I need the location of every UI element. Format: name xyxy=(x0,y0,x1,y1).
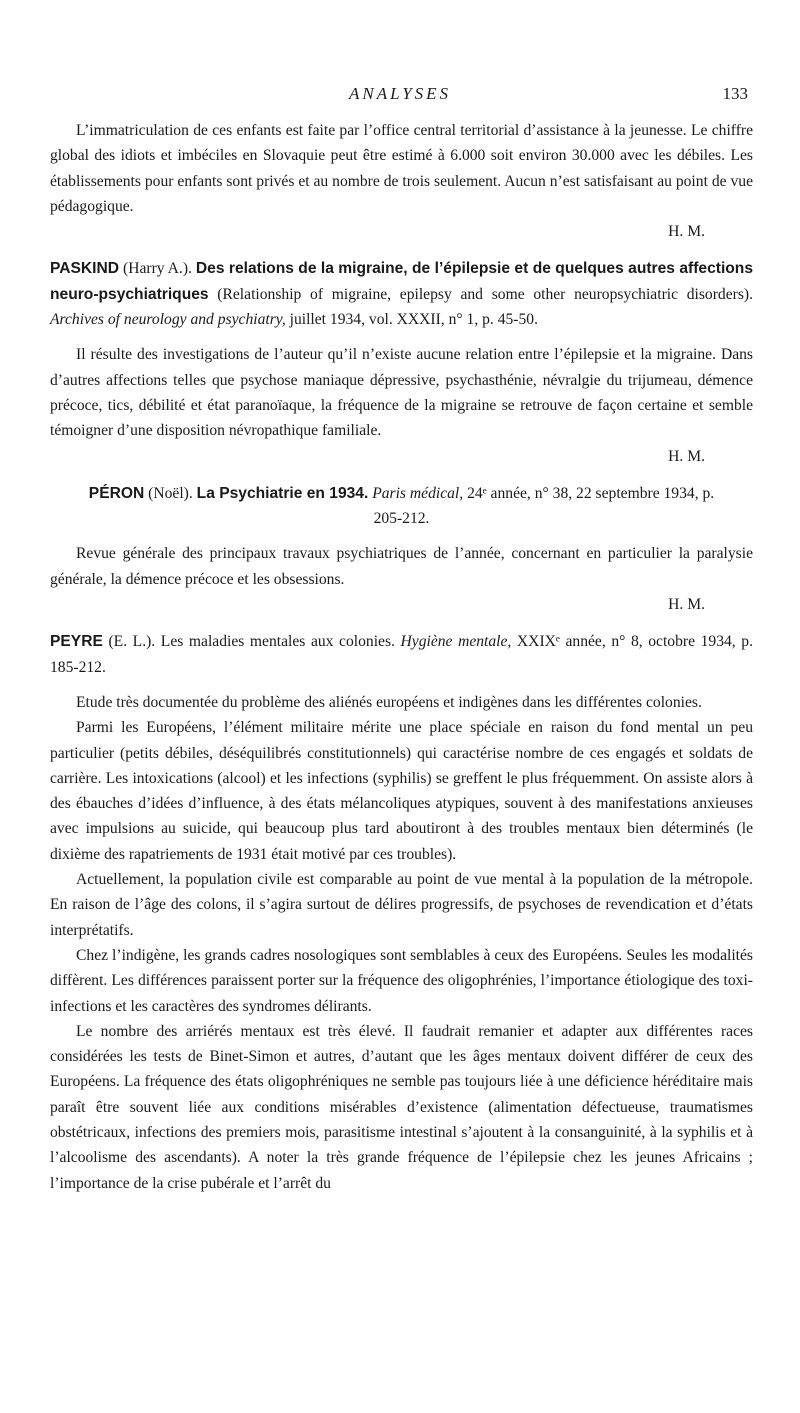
entry-peron-title: La Psychiatrie en 1934. xyxy=(196,484,369,502)
entry-peron-author-name: (Noël). xyxy=(144,484,197,502)
intro-signature: H. M. xyxy=(668,223,705,241)
running-header xyxy=(0,84,800,108)
entry-paskind-ref-pre: (Relationship of migraine, epilepsy and some other neuropsychiatric disorders). xyxy=(208,285,753,303)
entry-peyre-paragraph-3: Actuellement, la population civile est comparable au point de vue mental à la population de la métropole. En raison de l’âge des colons, il s’agira surtout de délires progressifs, de psychoses de revendication et d’états interprétatifs. xyxy=(50,871,753,939)
entry-paskind-author-name: (Harry A.). xyxy=(119,260,196,278)
entry-peyre-paragraph-4: Chez l’indigène, les grands cadres nosologiques sont semblables à ceux des Européens. Seules les modalités diffèrent. Les différences paraissent porter sur la fréquence des oligophrénies, l’importance étiologique des toxi-infections et les caractères des syndromes délirants. xyxy=(50,946,753,1015)
entry-peyre-heading xyxy=(50,629,753,680)
entry-peron-journal: Paris médical, xyxy=(368,484,464,502)
entry-paskind-heading xyxy=(50,256,753,332)
entry-peyre-journal: Hygiène mentale, xyxy=(394,633,512,651)
entry-peron-author: PÉRON xyxy=(88,484,145,502)
entry-peyre-paragraph-5: Le nombre des arriérés mentaux est très élevé. Il faudrait remanier et adapter aux différentes races considérées les tests de Binet-Simon et autres, d’autant que les âges mentaux doivent différer de ceux des Européens. La fréquence des états oligophréniques ne semble pas toujours liée à une déficience héréditaire mais paraît être souvent liée aux conditions misérables d’existence (alimentation défectueuse, traumatismes obstétricaux, infections des premiers mois, parasitisme intestinal s’ajoutent à la consanguinité, à la syphilis et à l’alcoolisme des ascendants). A noter la très grande fréquence de l’épilepsie chez les jeunes Africains ; l’importance de la crise pubérale et l’arrêt du xyxy=(50,1022,753,1192)
entry-peron-signature: H. M. xyxy=(668,596,705,614)
entry-peyre-author: PEYRE xyxy=(50,633,103,651)
entry-peyre-paragraph-2: Parmi les Européens, l’élément militaire mérite une place spéciale en raison du fond mental un peu particulier (petits débiles, déséquilibrés constitutionnels) qui caractérise nombre de ces engagés et soldats de carrière. Les intoxications (alcool) et les infections (syphilis) se greffent le plus fréquemment. On assiste alors à des ébauches d’idées d’influence, à des états mélancoliques atypiques, souvent à des manifestations anxieuses avec impulsions au suicide, qui beaucoup plus tard aboutiront à des troubles mentaux bien déterminés (le dixième des rapatriements de 1931 était motivé par ces troubles). xyxy=(50,719,753,863)
article-body xyxy=(50,118,753,1196)
entry-peyre-ref-post: XXIXᵉ année, n° 8, octobre 1934, p. 185-212. xyxy=(50,633,753,676)
entry-peyre-paragraph-1: Etude très documentée du problème des aliénés européens et indigènes dans les différentes colonies. xyxy=(76,693,702,711)
entry-peron-paragraph: Revue générale des principaux travaux psychiatriques de l’année, concernant en particulier la paralysie générale, la démence précoce et les obsessions. xyxy=(50,545,753,588)
page-number: 133 xyxy=(722,84,748,103)
entry-paskind-author: PASKIND xyxy=(50,260,120,278)
running-title: ANALYSES xyxy=(348,84,452,103)
entry-paskind-journal: Archives of neurology and psychiatry, xyxy=(50,311,286,329)
entry-paskind-title: Des relations de la migraine, de l’épilepsie et de quelques autres affections neuro-psychiatriques xyxy=(50,260,753,303)
entry-paskind-ref-post: juillet 1934, vol. XXXII, n° 1, p. 45-50. xyxy=(285,311,538,329)
entry-paskind-signature: H. M. xyxy=(668,447,705,465)
entry-peron-heading xyxy=(50,481,753,532)
entry-peyre-author-name: (E. L.). xyxy=(102,633,161,651)
entry-peron-ref-post: 24ᵉ année, n° 38, 22 septembre 1934, p. 205-212. xyxy=(373,484,715,528)
entry-paskind-paragraph: Il résulte des investigations de l’auteur qu’il n’existe aucune relation entre l’épilepsie et la migraine. Dans d’autres affections telles que psychose maniaque dépressive, psychasthénie, névralgie du trijumeau, démence précoce, tics, débilité et état paranoïaque, la fréquence de la migraine se retrouve de façon certaine et semble témoigner d’une disposition névropathique familiale. xyxy=(50,346,753,440)
entry-peyre-title: Les maladies mentales aux colonies. xyxy=(160,633,395,651)
intro-paragraph: L’immatriculation de ces enfants est faite par l’office central territorial d’assistance à la jeunesse. Le chiffre global des idiots et imbéciles en Slovaquie peut être estimé à 6.000 soit environ 30.000 avec les débiles. Les établissements pour enfants sont privés et au nombre de trois seulement. Aucun n’est satisfaisant au point de vue pédagogique. xyxy=(50,122,753,215)
